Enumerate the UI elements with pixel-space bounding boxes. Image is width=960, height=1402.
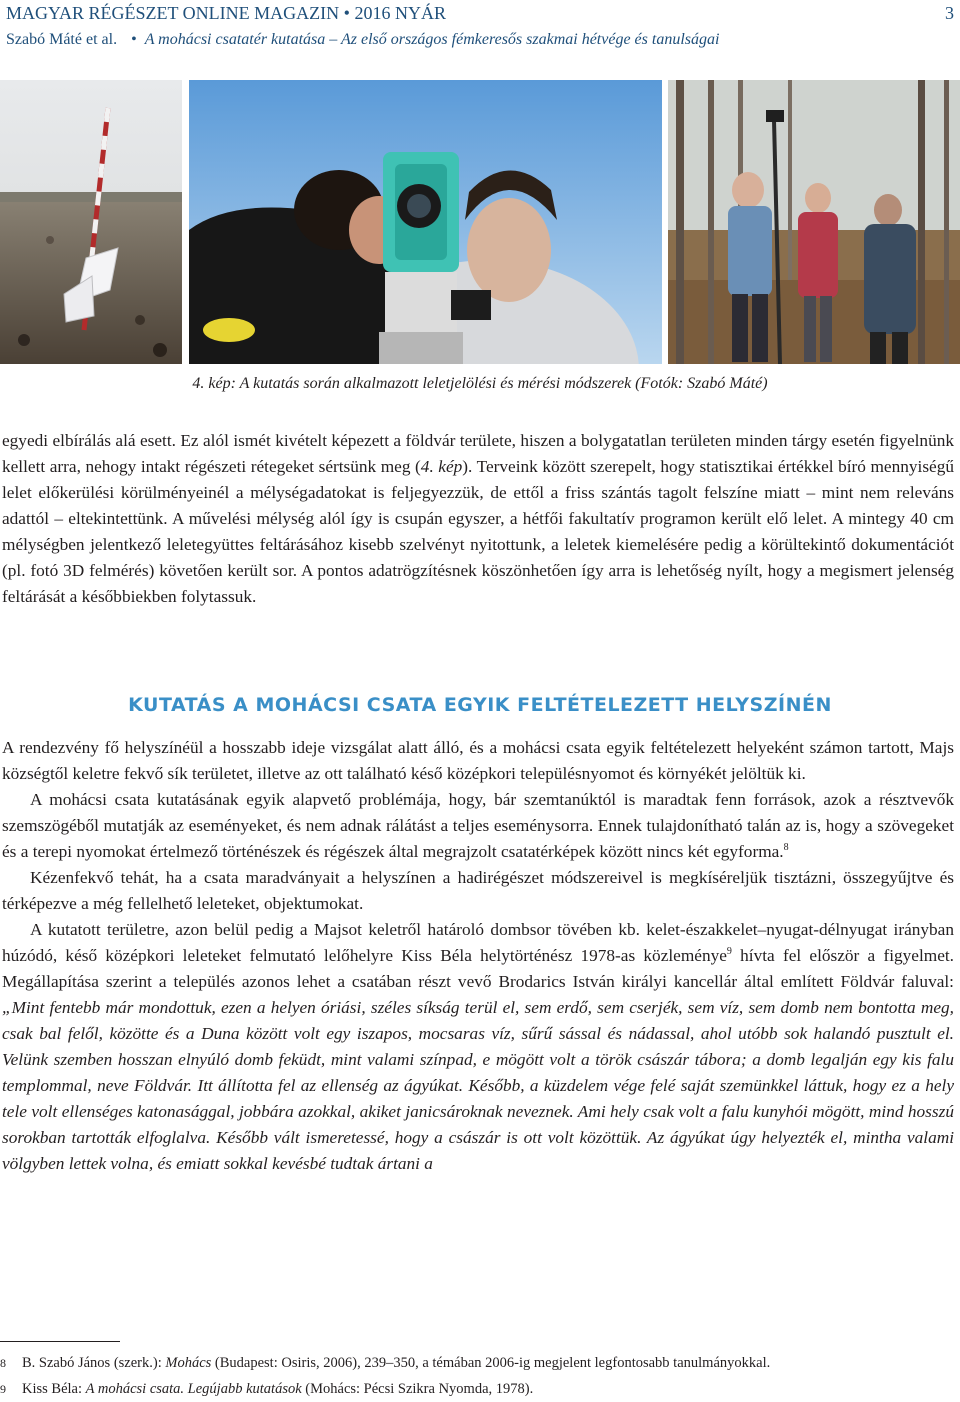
footnote-title: A mohácsi csata. Legújabb kutatások [85,1381,302,1397]
figure-reference: 4. kép [420,457,463,476]
footnote-ref-8[interactable]: 8 [783,842,789,854]
footnote-9 [0,1376,960,1402]
field-flag-marker-photo [0,80,182,364]
footnote-text: Kiss Béla: [22,1381,86,1397]
footnote-title: Mohács [165,1355,212,1371]
footnotes [0,1350,960,1402]
body-text-block-2 [2,735,954,1177]
paragraph-4: Kézenfekvő tehát, ha a csata maradványait a helyszínen a hadirégészet módszereivel is megkíséreljük tisztázni, összegyűjtve és térképezve a még fellelhető leleteket, objektumokat. [2,868,954,913]
page-number: 3 [945,3,954,23]
footnote-8 [0,1350,960,1376]
footnote-text: (Mohács: Pécsi Szikra Nyomda, 1978). [301,1381,534,1397]
brodarics-quote: „Mint fentebb már mondottuk, ezen a helyen óriási, széles síkság terül el, sem erdő, sem cserjék, sem víz, sem domb nem bontotta meg, csak bal felől, közötte és a Duna között volt egy iszapos, mocsaras víz, sűrű sással és nádassal, ahol utóbb sok halandó pusztult el. Velünk szemben hosszan elnyúló domb feküdt, mint valami színpad, e mögött volt a török császár tábora; a domb legalján egy kis falu templommal, neve Földvár. Itt állította fel az ellenség az ágyúkat. Később, a küzdelem vége felé saját szemünkkel láttuk, hogy ez a hely tele volt ellenséges katonasággal, jobbára azokkal, akiket janicsároknak neveznek. Ami hely csak volt a falu kunyhói mögött, mind hosszú sorokban tartották elfoglalva. Később vált ismeretessé, hogy a császár is ott volt közöttük. Az ágyúkat úgy helyezték el, mintha valami völgyben lettek volna, és emiatt sokkal kevésbé tudtak ártani a [2,998,954,1173]
article-title: A mohácsi csatatér kutatása – Az első országos fémkeresős szakmai hétvége és tanulságai [144,31,720,48]
paragraph-3-text: A mohácsi csata kutatásának egyik alapvető problémája, hogy, bár szemtanúktól is maradtak fenn források, azok a résztvevők szemszögéből mutatják az eseményeket, és nem adnak rálátást a teljes eseménysorra. Ennek tulajdonítható talán az is, hogy a szövegeket és a terepi nyomokat értelmező történészek és régészek által megrajzolt csatatérképek között nincs két egyforma. [2,790,954,861]
footnote-number: 8 [0,1356,6,1370]
paragraph-2: A rendezvény fő helyszínéül a hosszabb ideje vizsgálat alatt álló, és a mohácsi csata egyik feltételezett helyeként számon tartott, Majs községtől keletre fekvő sík területet, illetve az ott található késő középkori településnyomot és környékét jelöltük ki. [2,738,954,783]
footnote-ref-9[interactable]: 9 [726,946,732,958]
magazine-title: MAGYAR RÉGÉSZET ONLINE MAGAZIN • 2016 NYÁR [6,3,446,23]
paragraph-1-text-a: egyedi elbírálás alá esett. Ez alól ismét kivételt képezett a földvár területe, hiszen a bolygatatlan területen minden tárgy esetén figyelnünk kellett arra, nehogy intakt régészeti rétegeket sértsünk meg ( [2,431,954,476]
paragraph-5-text-a: A kutatott területre, azon belül pedig a Majsot keletről határoló dombsor tövében kb. kelet-északkelet–nyugat-délnyugat irányban húzódó, késő középkori leleteket felmutató lelőhelyre Kiss Béla helytörténész 1978-as közleménye [2,920,954,965]
figure-caption: 4. kép: A kutatás során alkalmazott leletjelölési és mérési módszerek (Fotók: Szabó Máté) [192,375,768,392]
footnote-text: (Budapest: Osiris, 2006), 239–350, a témában 2006-ig megjelent legfontosabb tanulmányokkal. [211,1355,771,1371]
footnote-number: 9 [0,1382,6,1396]
footnote-text: B. Szabó János (szerk.): [22,1355,166,1371]
article-line [6,29,954,51]
paragraph-3 [2,787,954,865]
section-heading: KUTATÁS A MOHÁCSI CSATA EGYIK FELTÉTELEZETT HELYSZÍNÉN [128,694,832,716]
gps-survey-forest-photo [668,80,960,364]
figure-photos [0,80,960,364]
paragraph-5 [2,917,954,1177]
total-station-survey-photo [189,80,662,364]
authors: Szabó Máté et al. [6,31,118,48]
paragraph-5-text-b: hívta fel először a figyelmet. Megállapítása szerint a település azonos lehet a csatában részt vevő Brodarics István királyi kancellár által említett Földvár faluval: [2,946,955,991]
footnote-divider [0,1341,120,1342]
bullet-separator: • [131,31,137,48]
paragraph-1 [2,428,954,610]
body-text-block-1 [2,428,954,610]
paragraph-1-text-b: ). Terveink között szerepelt, hogy statisztikai értékkel bíró mennyiségű lelet előkerülési körülményeinél a mélységadatokat is feljegyezzük, de ettől a friss szántás tagolt felszíne miatt – mint nem releváns adattól – eltekintettünk. A művelési mélység alól így is csupán egyszer, a hétfői fakultatív programon került elő lelet. A mintegy 40 cm mélységben jelentkező leletegyüttes feltárásához kisebb szelvényt nyitottunk, a leletek kiemelésére pedig a körültekintő dokumentációt (pl. fotó 3D felmérés) követően került sor. A pontos adatrögzítésnek köszönhetően így arra is lehetőség nyílt, hogy a megismert jelenség feltárását a későbbiekben folytassuk. [2,457,954,606]
running-header [6,2,954,51]
